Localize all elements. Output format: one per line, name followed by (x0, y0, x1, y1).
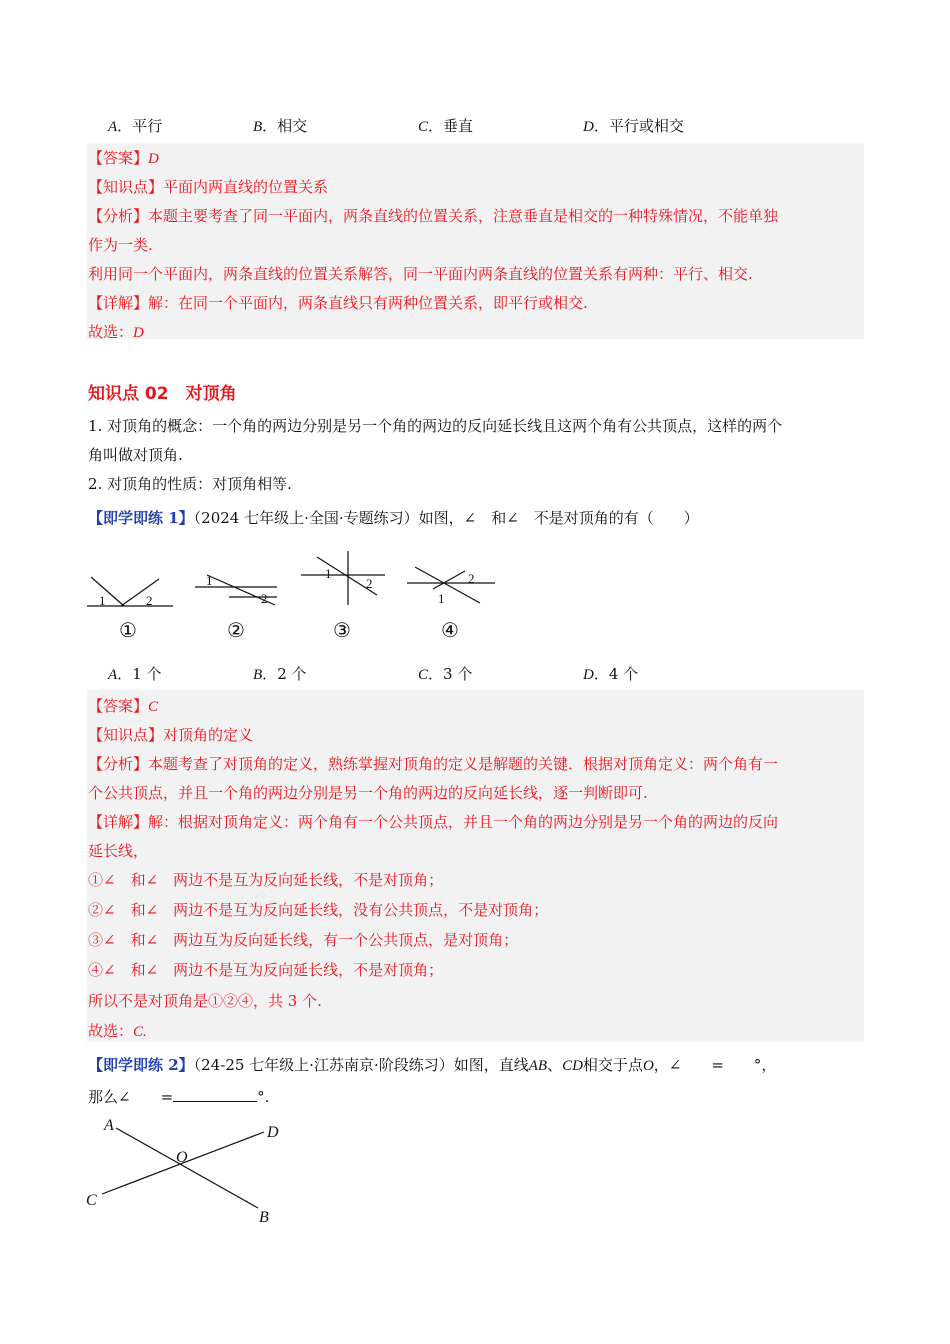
point-d-label: D (267, 1124, 279, 1141)
fig4-angle-2: 2 (468, 571, 475, 586)
q2-answer: 【答案】C (88, 697, 159, 715)
fig1-angle-1: 1 (99, 593, 106, 608)
concept-paragraph: 1. 对顶角的概念：一个角的两边分别是另一个角的两边的反向延长线且这两个角有公共顶点，这样的两个 (88, 417, 783, 435)
q1-answer: 【答案】D (88, 149, 159, 167)
section-heading: 知识点 02 对顶角 (88, 384, 237, 404)
q1-options (108, 115, 888, 139)
q1-analysis-line2: 作为一类. (88, 236, 153, 254)
q2-option-d[interactable]: D．4 个 (583, 665, 639, 683)
q2-detail-fig3: ③∠ 和∠ 两边互为反向延长线，有一个公共顶点，是对顶角； (88, 931, 519, 949)
concept-paragraph-line2: 角叫做对顶角. (88, 446, 183, 464)
q3-stem-line2: 那么∠ = °. (88, 1088, 270, 1106)
fig1-label: ① (119, 620, 137, 642)
q2-stem: 【即学即练 1】（2024 七年级上·全国·专题练习）如图，∠ 和∠ 不是对顶角的有（ ） (88, 509, 699, 527)
q3-answer-blank[interactable] (173, 1087, 257, 1102)
fig3-angle-2: 2 (366, 576, 373, 591)
fig4-label: ④ (441, 620, 459, 642)
property-paragraph: 2. 对顶角的性质：对顶角相等. (88, 475, 292, 493)
fig1-angle-2: 2 (146, 593, 153, 608)
q3-stem: 【即学即练 2】（24-25 七年级上·江苏南京·阶段练习）如图，直线AB、CD相交于点O，∠ = °， (88, 1056, 777, 1074)
q1-analysis: 【分析】本题主要考查了同一平面内，两条直线的位置关系，注意垂直是相交的一种特殊情况，不能单独 (88, 207, 779, 225)
q2-options (108, 663, 888, 687)
q2-summary: 所以不是对顶角是①②④，共 3 个. (88, 992, 322, 1010)
q1-option-b[interactable]: B．相交 (253, 117, 308, 135)
q1-detail: 【详解】解：在同一个平面内，两条直线只有两种位置关系，即平行或相交. (88, 294, 588, 312)
q1-option-c[interactable]: C．垂直 (418, 117, 474, 135)
line-ab (116, 1128, 258, 1208)
q2-knowledge-point: 【知识点】对顶角的定义 (88, 726, 254, 744)
q1-choose: 故选：D (88, 323, 144, 341)
fig1-right-ray (121, 579, 159, 606)
point-b-label: B (259, 1209, 269, 1226)
q1-analysis-line3: 利用同一个平面内，两条直线的位置关系解答，同一平面内两条直线的位置关系有两种：平行、相交. (88, 265, 753, 283)
point-o-label: O (176, 1149, 188, 1166)
q1-option-d[interactable]: D．平行或相交 (583, 117, 684, 135)
q2-detail-line2: 延长线， (88, 842, 149, 860)
fig1-left-ray (91, 577, 124, 606)
q2-detail: 【详解】解：根据对顶角定义：两个角有一个公共顶点，并且一个角的两边分别是另一个角的两边的反向 (88, 813, 779, 831)
fig2-label: ② (227, 620, 245, 642)
q2-choose: 故选：C. (88, 1022, 147, 1040)
fig3-angle-1: 1 (325, 566, 332, 581)
q2-detail-fig1: ①∠ 和∠ 两边不是互为反向延长线，不是对顶角； (88, 871, 444, 889)
point-c-label: C (86, 1192, 97, 1209)
q2-analysis-line2: 个公共顶点，并且一个角的两边分别是另一个角的两边的反向延长线，逐一判断即可. (88, 784, 648, 802)
q2-detail-fig4: ④∠ 和∠ 两边不是互为反向延长线，不是对顶角； (88, 961, 444, 979)
q2-option-b[interactable]: B．2 个 (253, 665, 307, 683)
fig2-angle-2: 2 (261, 591, 268, 606)
q2-detail-fig2: ②∠ 和∠ 两边不是互为反向延长线，没有公共顶点，不是对顶角； (88, 901, 549, 919)
q2-analysis: 【分析】本题考查了对顶角的定义，熟练掌握对顶角的定义是解题的关键．根据对顶角定义：两个角有一 (88, 755, 779, 773)
q2-option-c[interactable]: C．3 个 (418, 665, 473, 683)
fig2-angle-1: 1 (206, 573, 213, 588)
q1-option-a[interactable]: A．平行 (108, 117, 163, 135)
q3-figure (80, 1112, 300, 1230)
fig4-angle-1: 1 (438, 591, 445, 606)
point-a-label: A (104, 1117, 114, 1134)
q2-option-a[interactable]: A．1 个 (108, 665, 162, 683)
q1-knowledge-point: 【知识点】平面内两直线的位置关系 (88, 178, 329, 196)
fig3-label: ③ (333, 620, 351, 642)
q2-figures (85, 545, 505, 645)
